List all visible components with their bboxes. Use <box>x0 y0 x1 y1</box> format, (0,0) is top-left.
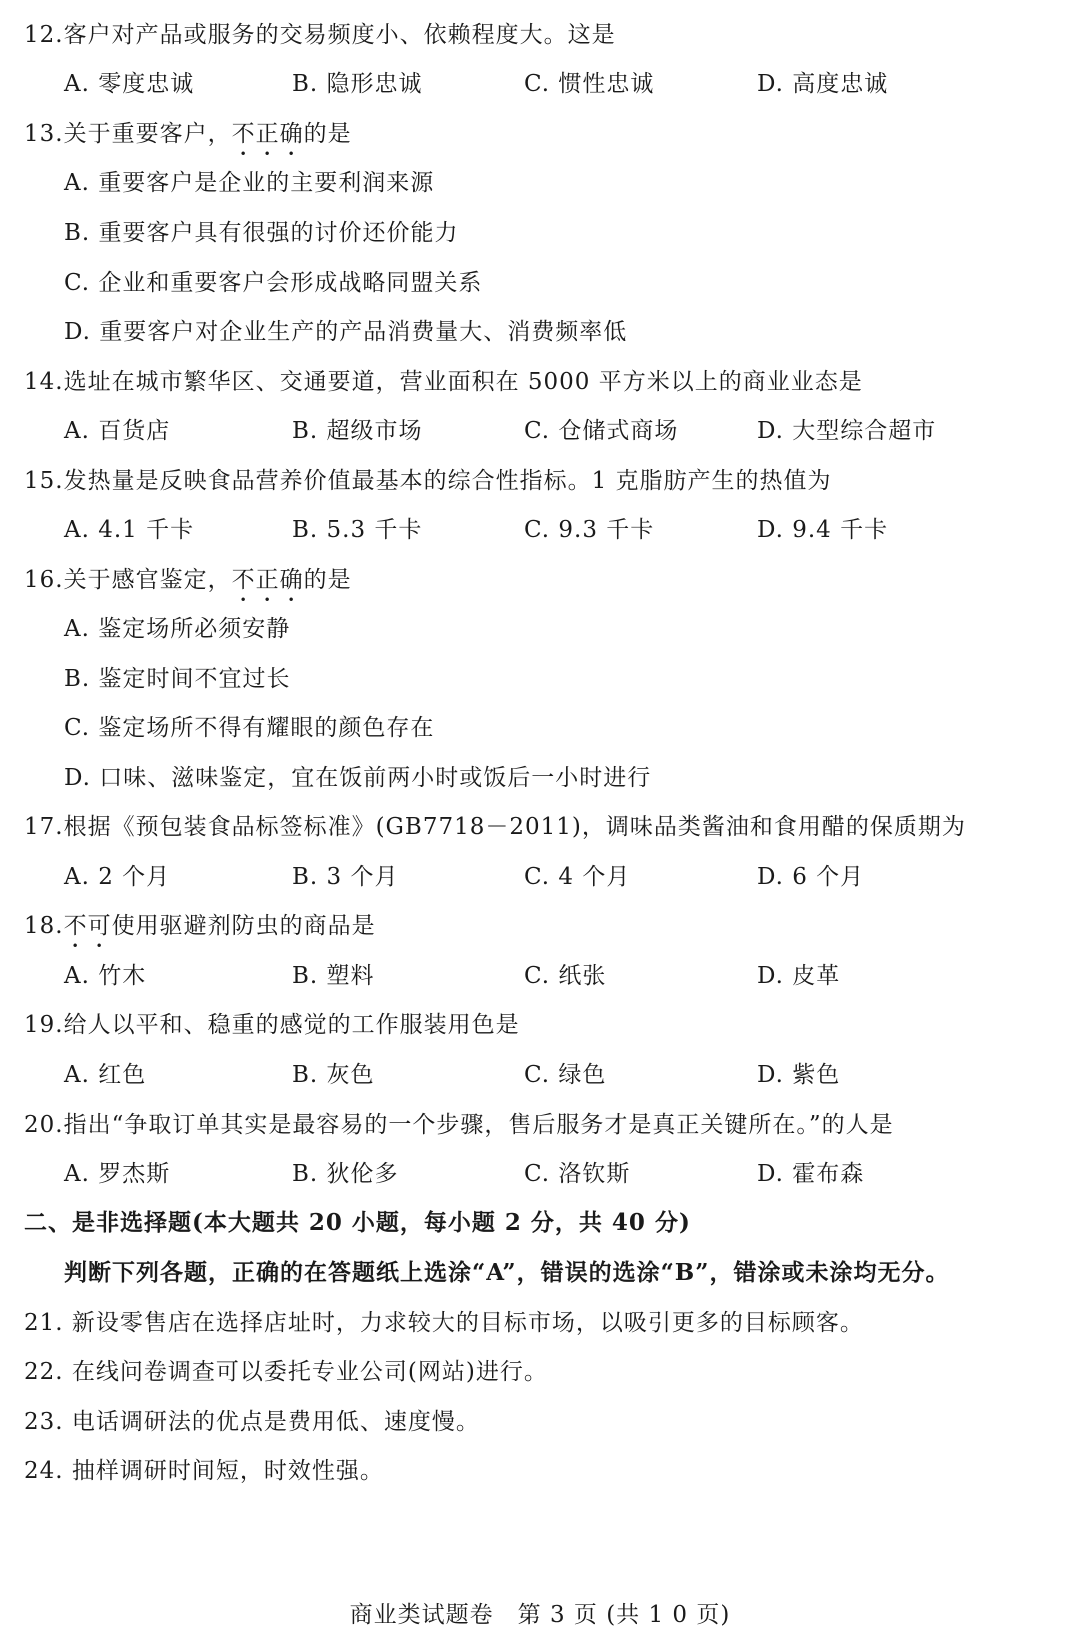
q20-option-b: B. 狄伦多 <box>292 1161 399 1187</box>
q17-option-d: D. 6 个月 <box>757 864 865 890</box>
question-17 <box>24 812 966 842</box>
q20-option-a: A. 罗杰斯 <box>64 1161 171 1187</box>
question-stem-pre: 关于感官鉴定， <box>63 567 232 593</box>
question-19 <box>24 1010 520 1040</box>
emphasis-text: 不正确 <box>231 121 304 147</box>
q18-option-b: B. 塑料 <box>292 963 375 989</box>
section-instruction: 判断下列各题，正确的在答题纸上选涂“A”，错误的选涂“B”，错涂或未涂均无分。 <box>64 1259 950 1286</box>
question-number: 18. <box>24 913 64 939</box>
q19-option-b: B. 灰色 <box>292 1062 375 1088</box>
q14-option-b: B. 超级市场 <box>292 418 423 444</box>
q18-option-a: A. 竹木 <box>64 963 147 989</box>
question-15 <box>24 466 832 496</box>
question-20 <box>24 1110 894 1140</box>
q16-option-c: C. 鉴定场所不得有耀眼的颜色存在 <box>64 715 435 741</box>
question-number: 20. <box>24 1112 64 1138</box>
section-title: 二、是非选择题(本大题共 20 小题，每小题 2 分，共 40 分) <box>24 1209 691 1236</box>
q17-option-a: A. 2 个月 <box>64 864 171 890</box>
tf-question-21: 21. 新设零售店在选择店址时，力求较大的目标市场，以吸引更多的目标顾客。 <box>24 1310 864 1336</box>
q19-option-d: D. 紫色 <box>757 1062 841 1088</box>
question-stem-post: 的是 <box>303 121 352 147</box>
question-stem: 指出“争取订单其实是最容易的一个步骤，售后服务才是真正关键所在。”的人是 <box>63 1112 894 1138</box>
q17-option-b: B. 3 个月 <box>292 864 399 890</box>
question-12 <box>24 20 616 50</box>
emphasis-text: 不可 <box>63 913 112 939</box>
question-number: 19. <box>24 1012 64 1038</box>
tf-question-24: 24. 抽样调研时间短，时效性强。 <box>24 1458 384 1484</box>
question-13 <box>24 119 352 161</box>
q16-option-b: B. 鉴定时间不宜过长 <box>64 666 291 692</box>
q13-option-a: A. 重要客户是企业的主要利润来源 <box>64 170 435 196</box>
q16-option-d: D. 口味、滋味鉴定，宜在饭前两小时或饭后一小时进行 <box>64 765 652 791</box>
question-stem-pre: 关于重要客户， <box>63 121 232 147</box>
question-stem: 给人以平和、稳重的感觉的工作服装用色是 <box>63 1012 520 1038</box>
question-stem-post: 使用驱避剂防虫的商品是 <box>111 913 376 939</box>
question-14 <box>24 367 863 397</box>
q12-option-c: C. 惯性忠诚 <box>524 71 655 97</box>
q17-option-c: C. 4 个月 <box>524 864 631 890</box>
q16-option-a: A. 鉴定场所必须安静 <box>64 616 291 642</box>
question-stem: 客户对产品或服务的交易频度小、依赖程度大。这是 <box>63 22 616 48</box>
q14-option-d: D. 大型综合超市 <box>757 418 937 444</box>
q13-option-c: C. 企业和重要客户会形成战略同盟关系 <box>64 270 483 296</box>
emphasis-text: 不正确 <box>231 567 304 593</box>
q12-option-d: D. 高度忠诚 <box>757 71 889 97</box>
q13-option-d: D. 重要客户对企业生产的产品消费量大、消费频率低 <box>64 319 628 345</box>
q15-option-c: C. 9.3 千卡 <box>524 517 655 543</box>
q15-option-d: D. 9.4 千卡 <box>757 517 889 543</box>
tf-question-22: 22. 在线问卷调查可以委托专业公司(网站)进行。 <box>24 1359 548 1385</box>
question-number: 13. <box>24 121 64 147</box>
tf-question-23: 23. 电话调研法的优点是费用低、速度慢。 <box>24 1409 480 1435</box>
q18-option-d: D. 皮革 <box>757 963 841 989</box>
q12-option-a: A. 零度忠诚 <box>64 71 195 97</box>
question-number: 17. <box>24 814 64 840</box>
q20-option-d: D. 霍布森 <box>757 1161 865 1187</box>
question-stem-post: 的是 <box>303 567 352 593</box>
question-18 <box>24 911 376 953</box>
question-stem: 选址在城市繁华区、交通要道，营业面积在 5000 平方米以上的商业业态是 <box>63 369 863 395</box>
q19-option-a: A. 红色 <box>64 1062 147 1088</box>
question-number: 15. <box>24 468 64 494</box>
q18-option-c: C. 纸张 <box>524 963 607 989</box>
q15-option-a: A. 4.1 千卡 <box>64 517 195 543</box>
q12-option-b: B. 隐形忠诚 <box>292 71 423 97</box>
q15-option-b: B. 5.3 千卡 <box>292 517 423 543</box>
question-stem: 根据《预包装食品标签标准》(GB7718－2011)，调味品类酱油和食用醋的保质期为 <box>63 814 966 840</box>
question-number: 12. <box>24 22 64 48</box>
q19-option-c: C. 绿色 <box>524 1062 607 1088</box>
question-number: 14. <box>24 369 64 395</box>
q14-option-a: A. 百货店 <box>64 418 171 444</box>
question-number: 16. <box>24 567 64 593</box>
q13-option-b: B. 重要客户具有很强的讨价还价能力 <box>64 220 459 246</box>
question-16 <box>24 565 352 607</box>
question-stem: 发热量是反映食品营养价值最基本的综合性指标。1 克脂肪产生的热值为 <box>63 468 832 494</box>
q14-option-c: C. 仓储式商场 <box>524 418 679 444</box>
page-footer: 商业类试题卷 第 3 页 (共 1 0 页) <box>349 1602 731 1628</box>
q20-option-c: C. 洛钦斯 <box>524 1161 631 1187</box>
